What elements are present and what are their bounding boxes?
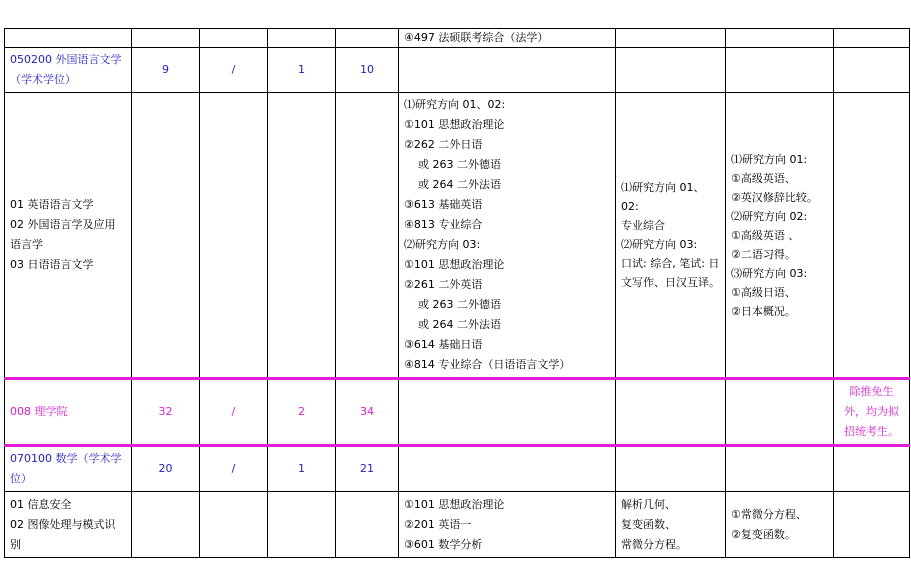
equivalent-subjects: ⑴研究方向 01: ①高级英语、 ②英汉修辞比较。 ⑵研究方向 02: ①高级英语 、 ②二语习得。 ⑶研究方向 03: ①高级日语、 ②日本概况。 [726,93,834,379]
exam-line: ①101 思想政治理论 [404,497,505,511]
quota-a: / [200,379,268,446]
quota-b: 2 [268,379,336,446]
quota-a: / [200,446,268,492]
exam-line: ⑴研究方向 01、02: [404,98,506,111]
table-row [5,29,910,48]
department-row [5,379,910,446]
direction-item: 02 外国语言学及应用语言学 [10,218,116,251]
exam-line: ③614 基础日语 [404,338,483,351]
exam-line: 或 263 二外德语 [418,158,501,171]
retest-subjects: ⑴研究方向 01、02: 专业综合 ⑵研究方向 03: 口试: 综合, 笔试: 日文写作、日汉互译。 [616,93,726,379]
exam-subjects-cell [399,93,616,379]
program-code: 070100 数学（学术学位） [5,446,132,492]
exam-line: ③613 基础英语 [404,198,483,211]
exam-line: ④813 专业综合 [404,218,483,231]
quota-b: 1 [268,48,336,93]
exam-subjects-cell [399,29,616,48]
table-row [5,93,910,379]
exam-subjects-cell [399,492,616,558]
department-name: 008 理学院 [5,379,132,446]
table-row [5,48,910,93]
exam-line: 或 263 二外德语 [418,298,501,311]
direction-item: 03 日语语言文学 [10,258,94,271]
table-row [5,492,910,558]
exam-line: ④497 法硕联考综合（法学） [404,31,549,44]
program-code: 050200 外国语言文学（学术学位） [5,48,132,93]
direction-item: 01 信息安全 [10,497,72,511]
quota-total: 20 [132,446,200,492]
exam-line: ③601 数学分析 [404,537,483,551]
exam-line: ⑵研究方向 03: [404,238,481,251]
quota-a: / [200,48,268,93]
equivalent-subjects: ①常微分方程、 ②复变函数。 [726,492,834,558]
department-note: 除推免生外，均为拟招统考生。 [834,379,910,446]
direction-item: 01 英语语言文学 [10,198,94,211]
quota-c: 21 [336,446,399,492]
exam-line: 或 264 二外法语 [418,318,501,331]
quota-total: 32 [132,379,200,446]
research-directions [5,93,132,379]
exam-line: ①101 思想政治理论 [404,118,505,131]
exam-line: ②201 英语一 [404,517,472,531]
catalog-table [4,28,910,558]
exam-line: ②261 二外英语 [404,278,483,291]
table-row [5,446,910,492]
direction-item: 02 图像处理与模式识别 [10,517,116,551]
exam-line: ②262 二外日语 [404,138,483,151]
retest-subjects: 解析几何、 复变函数、 常微分方程。 [616,492,726,558]
quota-b: 1 [268,446,336,492]
quota-total: 9 [132,48,200,93]
quota-c: 34 [336,379,399,446]
research-directions [5,492,132,558]
quota-c: 10 [336,48,399,93]
exam-line: ④814 专业综合（日语语言文学） [404,358,571,371]
exam-line: ①101 思想政治理论 [404,258,505,271]
exam-line: 或 264 二外法语 [418,178,501,191]
